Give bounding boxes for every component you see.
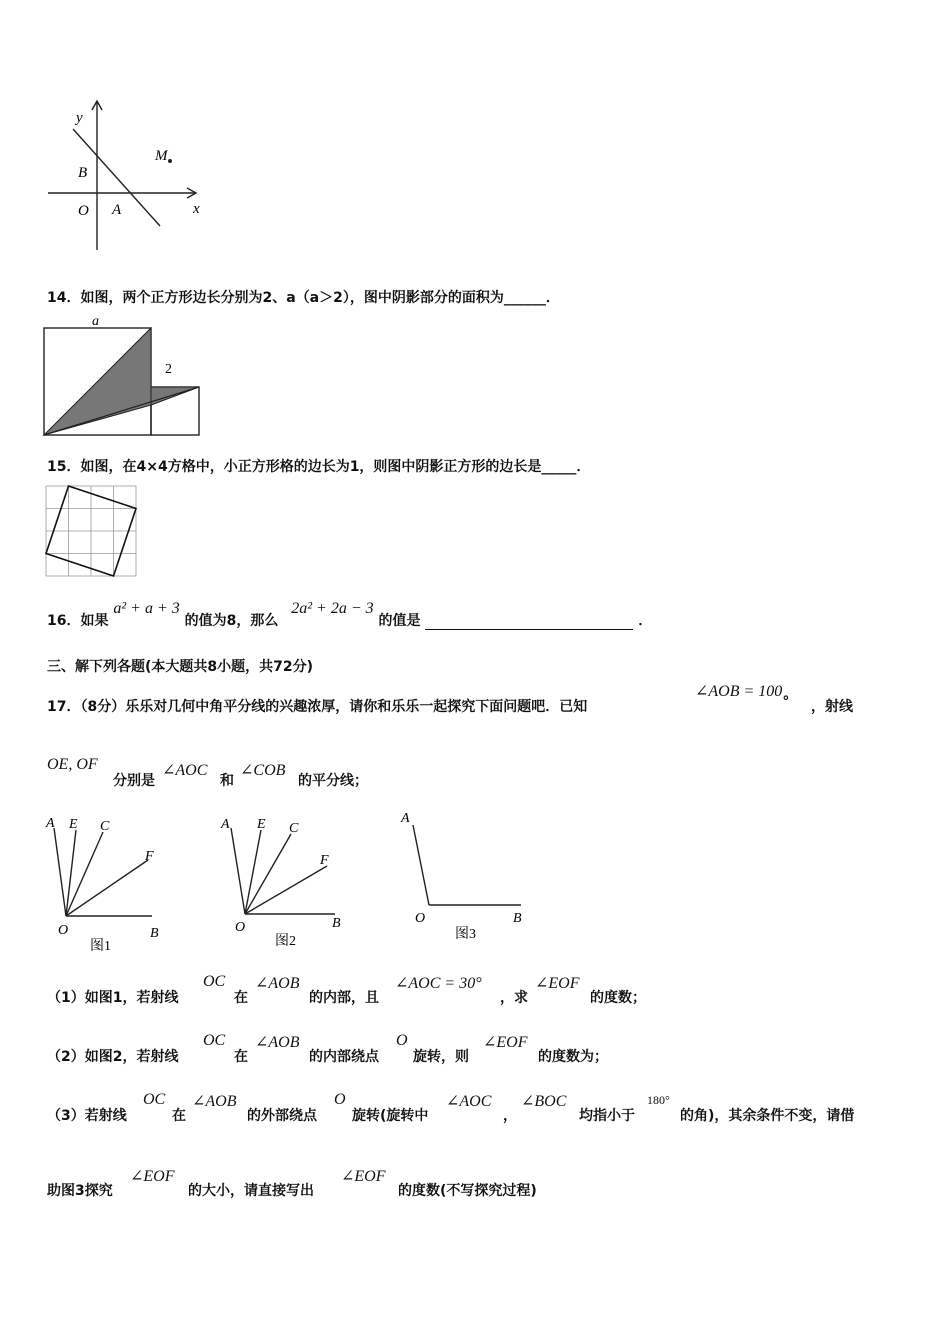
q16-suffix: 的值是 [378,613,421,629]
p2-eof: ∠EOF [483,1034,528,1051]
svg-text:F: F [320,853,329,868]
q17-line1: 17．（8分）乐乐对几何中角平分线的兴趣浓厚，请你和乐乐一起探究下面问题吧．已知 [47,699,588,715]
p2-t1: （2）如图2，若射线 [47,1049,179,1065]
q16-expr2: 2a² + 2a − 3 [291,600,374,617]
p3-t7: 助图3探究 [47,1183,113,1199]
p3-t2: 在 [172,1108,186,1124]
p3-comma: ， [503,1108,517,1124]
label-b: B [78,165,88,181]
q17-given-angle [695,681,790,710]
q14-figure [40,312,210,440]
q17-and: 和 [220,773,234,789]
svg-text:E: E [69,817,78,832]
p1-t1: （1）如图1，若射线 [47,990,179,1006]
label-x: x [193,201,200,217]
p2-t2: 在 [234,1049,248,1065]
p2-t4: 旋转，则 [413,1049,469,1065]
degree-sign: ° [782,694,790,710]
p3-aob: ∠AOB [192,1093,237,1110]
fig-label-1: 图1 [90,939,111,954]
q15-text: 15．如图，在4×4方格中，小正方形格的边长为1，则图中阴影正方形的边长是_____． [47,459,591,475]
p2-oc: OC [203,1032,226,1049]
rays-oe-of: OE, OF [47,756,98,773]
point-m [168,159,172,163]
p1-oc: OC [203,973,226,990]
p1-cond: ∠AOC = 30° [395,975,482,992]
q16-prefix: 16．如果 [47,613,109,629]
q16-end: ． [638,613,653,629]
q16-expr1: a² + a + 3 [113,600,180,617]
svg-text:O: O [235,920,246,935]
p3-eof2: ∠EOF [341,1168,386,1185]
svg-text:B: B [513,911,522,926]
p2-t5: 的度数为； [538,1049,608,1065]
section-3-title: 三、解下列各题(本大题共8小题，共72分) [47,659,314,675]
p3-eof1: ∠EOF [130,1168,175,1185]
q17-line1-end: ，射线 [811,699,853,715]
svg-text:F: F [145,849,154,864]
p3-t8: 的大小，请直接写出 [188,1183,314,1199]
fig-label-2: 图2 [275,934,296,949]
svg-text:E: E [257,817,266,832]
angle-aoc: ∠AOC [162,762,208,779]
q16-line [47,598,653,629]
label-m: M [155,148,168,164]
p3-t5: 均指小于 [579,1108,635,1124]
q17-bisector: 的平分线； [298,773,368,789]
q16-answer-blank[interactable] [425,613,633,630]
p1-eof: ∠EOF [535,975,580,992]
q17-are: 分别是 [113,773,155,789]
p2-aob: ∠AOB [255,1034,300,1051]
svg-text:B: B [150,926,159,941]
label-y: y [76,110,83,126]
p1-t3: 的内部，且 [309,990,379,1006]
svg-text:C: C [289,821,299,836]
svg-text:A: A [401,811,410,826]
p2-o: O [396,1032,408,1049]
p3-boc: ∠BOC [521,1093,567,1110]
q17-figure-3 [395,805,535,945]
p3-oc: OC [143,1091,166,1108]
p1-t4: ，求 [500,990,528,1006]
fig-label-3: 图3 [455,927,476,942]
p3-t6: 的角)，其余条件不变，请借 [680,1108,855,1124]
svg-text:C: C [100,819,110,834]
svg-text:A: A [46,816,55,831]
p3-o: O [334,1091,346,1108]
angle-cob: ∠COB [240,762,286,779]
q13-figure [40,95,215,255]
svg-text:O: O [415,911,426,926]
p1-t2: 在 [234,990,248,1006]
svg-text:A: A [221,817,230,832]
q14-text: 14．如图，两个正方形边长分别为2、a（a＞2），图中阴影部分的面积为______． [47,290,560,306]
q17-figure-1 [40,810,170,955]
label-2: 2 [165,362,172,377]
p3-t4: 旋转(旋转中 [352,1108,429,1124]
label-o: O [78,203,89,219]
q15-figure [42,484,142,580]
q16-mid: 的值为8，那么 [184,613,279,629]
svg-text:B: B [332,916,341,931]
given-angle-value: ∠AOB = 100 [695,683,783,700]
p1-t5: 的度数； [590,990,646,1006]
p1-aob: ∠AOB [255,975,300,992]
q17-figure-2 [213,810,353,955]
p3-t3: 的外部绕点 [247,1108,317,1124]
p3-deg180: 180° [647,1093,670,1107]
p3-t9: 的度数(不写探究过程) [398,1183,537,1199]
svg-text:O: O [58,923,69,938]
p3-aoc: ∠AOC [446,1093,492,1110]
label-a: a [92,314,99,329]
p3-t1: （3）若射线 [47,1108,127,1124]
p2-t3: 的内部绕点 [309,1049,379,1065]
label-a: A [112,202,122,218]
